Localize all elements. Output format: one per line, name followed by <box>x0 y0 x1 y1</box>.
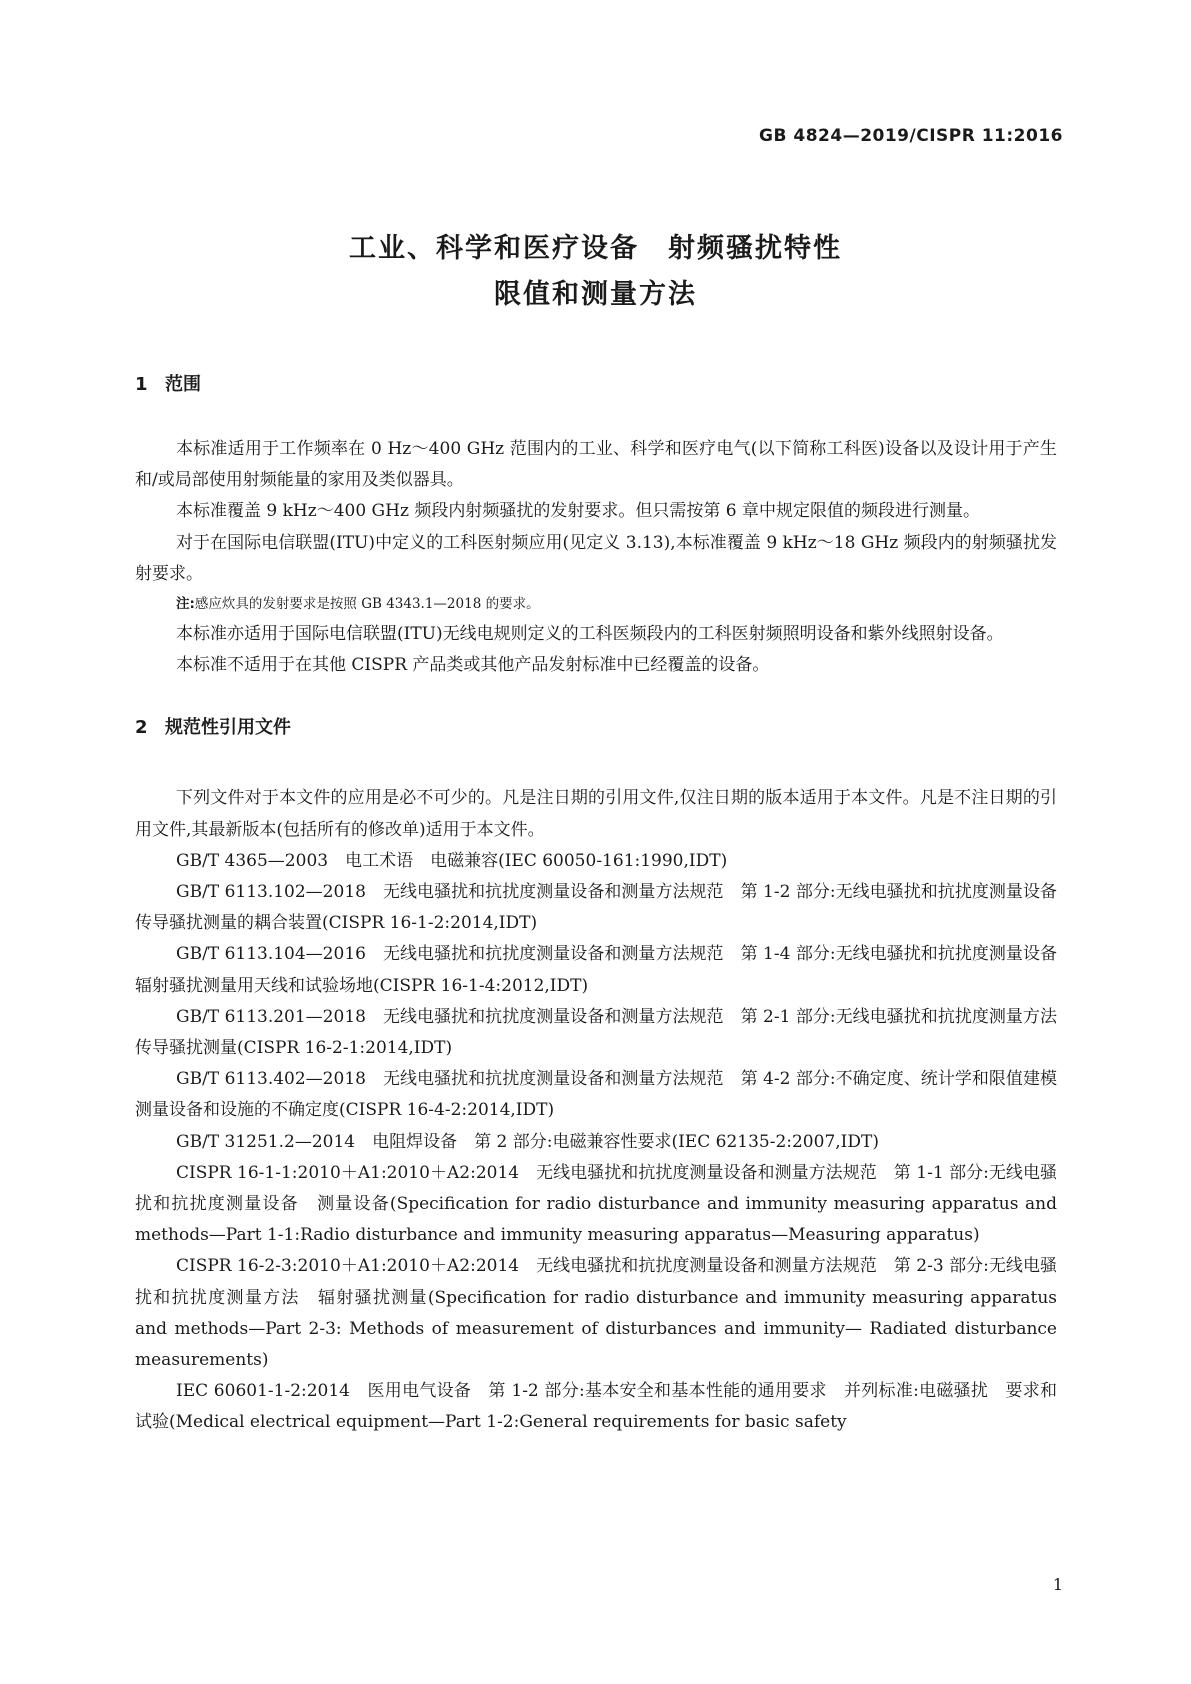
title-line-2: 限值和测量方法 <box>494 279 697 310</box>
standard-number: GB 4824—2019/CISPR 11:2016 <box>759 126 1063 146</box>
section-number: 2 <box>135 717 148 739</box>
note-label: 注: <box>176 596 195 613</box>
title-line-1: 工业、科学和医疗设备 射频骚扰特性 <box>349 233 842 264</box>
reference-entry: IEC 60601-1-2:2014 医用电气设备 第 1-2 部分:基本安全和基本性能的通用要求 并列标准:电磁骚扰 要求和试验(Medical electrical equipment—Part 1-2:General requirements for basic safety <box>135 1381 1057 1433</box>
reference-entry: GB/T 6113.201—2018 无线电骚扰和抗扰度测量设备和测量方法规范 第 2-1 部分:无线电骚扰和抗扰度测量方法 传导骚扰测量(CISPR 16-2-1:2014,IDT) <box>135 1006 1074 1059</box>
reference-entry: GB/T 6113.102—2018 无线电骚扰和抗扰度测量设备和测量方法规范 第 1-2 部分:无线电骚扰和抗扰度测量设备 传导骚扰测量的耦合装置(CISPR 16-1-2:2014,IDT) <box>135 882 1074 934</box>
section-2-body <box>135 783 1074 1438</box>
reference-entry: GB/T 4365—2003 电工术语 电磁兼容(IEC 60050-161:1990,IDT) <box>176 850 728 871</box>
reference-entry: GB/T 31251.2—2014 电阻焊设备 第 2 部分:电磁兼容性要求(IEC 62135-2:2007,IDT) <box>176 1131 879 1152</box>
page-number: 1 <box>1052 1575 1063 1594</box>
paragraph: 本标准不适用于在其他 CISPR 产品类或其他产品发射标准中已经覆盖的设备。 <box>176 655 770 676</box>
reference-entry: GB/T 6113.104—2016 无线电骚扰和抗扰度测量设备和测量方法规范 第 1-4 部分:无线电骚扰和抗扰度测量设备 辐射骚扰测量用天线和试验场地(CISPR 16-1-4:2012,IDT) <box>135 944 1074 996</box>
note <box>135 590 1057 619</box>
paragraph: 对于在国际电信联盟(ITU)中定义的工科医射频应用(见定义 3.13),本标准覆盖 9 kHz～18 GHz 频段内的射频骚扰发射要求。 <box>135 532 1057 584</box>
section-2-heading <box>135 713 1057 743</box>
reference-entry: GB/T 6113.402—2018 无线电骚扰和抗扰度测量设备和测量方法规范 第 4-2 部分:不确定度、统计学和限值建模 测量设备和设施的不确定度(CISPR 16-4-2:2014,IDT) <box>135 1069 1074 1121</box>
reference-entry: CISPR 16-2-3:2010＋A1:2010＋A2:2014 无线电骚扰和抗扰度测量设备和测量方法规范 第 2-3 部分:无线电骚扰和抗扰度测量方法 辐射骚扰测量(Specification for radio disturbance and immunity measuring apparatus and methods—Part 2-3: Methods of measurement of disturbances and immunity— Radiated disturbance measurements) <box>135 1256 1057 1371</box>
paragraph: 本标准适用于工作频率在 0 Hz～400 GHz 范围内的工业、科学和医疗电气(以下简称工科医)设备以及设计用于产生和/或局部使用射频能量的家用及类似器具。 <box>135 439 1057 491</box>
section-number: 1 <box>135 374 148 395</box>
paragraph: 下列文件对于本文件的应用是必不可少的。凡是注日期的引用文件,仅注日期的版本适用于本文件。凡是不注日期的引用文件,其最新版本(包括所有的修改单)适用于本文件。 <box>135 788 1057 840</box>
section-1-body <box>135 434 1057 681</box>
document-title <box>0 226 1191 318</box>
paragraph: 本标准覆盖 9 kHz～400 GHz 频段内射频骚扰的发射要求。但只需按第 6 章中规定限值的频段进行测量。 <box>176 501 980 522</box>
note-text: 感应炊具的发射要求是按照 GB 4343.1—2018 的要求。 <box>194 596 540 613</box>
paragraph: 本标准亦适用于国际电信联盟(ITU)无线电规则定义的工科医频段内的工科医射频照明设备和紫外线照射设备。 <box>176 624 1004 645</box>
section-title: 范围 <box>165 374 201 395</box>
document-body <box>135 370 1074 1439</box>
section-title: 规范性引用文件 <box>165 717 291 739</box>
reference-entry: CISPR 16-1-1:2010＋A1:2010＋A2:2014 无线电骚扰和抗扰度测量设备和测量方法规范 第 1-1 部分:无线电骚扰和抗扰度测量设备 测量设备(Specification for radio disturbance and immunity measuring apparatus and methods—Part 1-1:Radio disturbance and immunity measuring apparatus—Measuring apparatus) <box>135 1162 1057 1246</box>
section-1-heading <box>135 370 1057 400</box>
